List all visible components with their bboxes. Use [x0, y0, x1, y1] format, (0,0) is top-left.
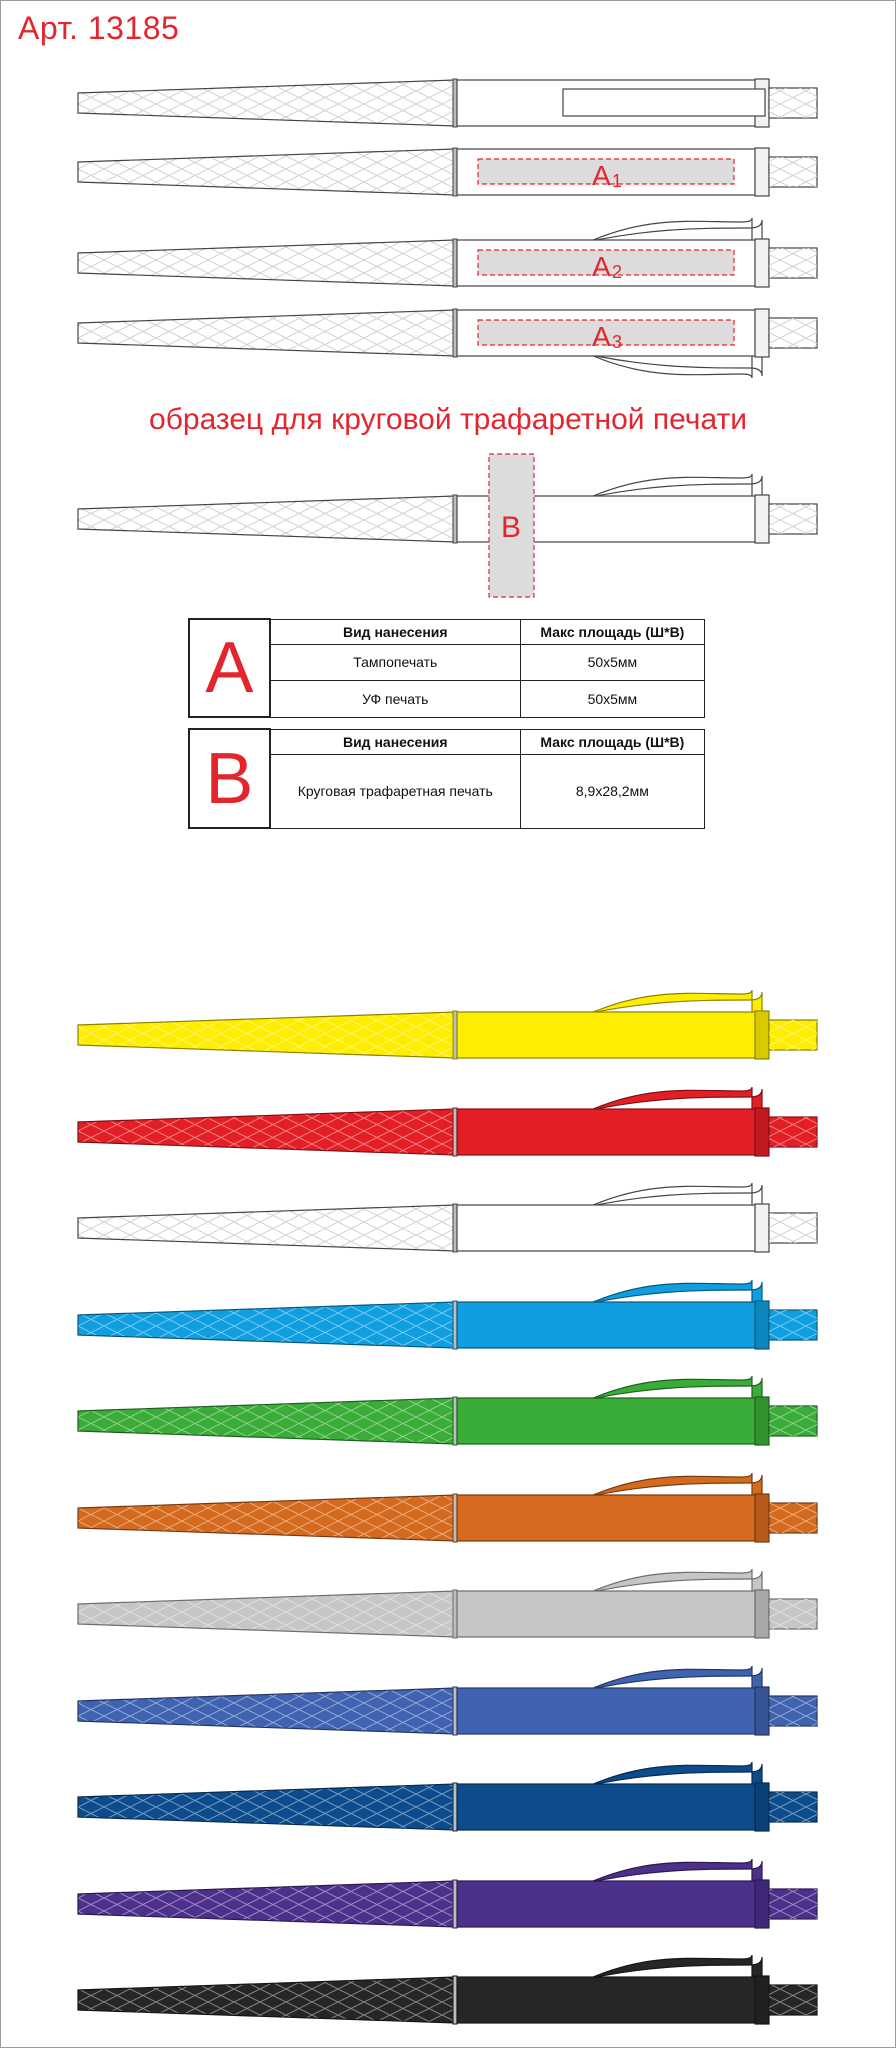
print-area-index: 3 — [612, 332, 623, 352]
pen-plunger-hatch — [769, 1696, 817, 1726]
pen-plunger-hatch — [769, 1406, 817, 1436]
pen-plunger-hatch — [769, 1889, 817, 1919]
pen-plunger-hatch — [769, 248, 817, 278]
pen-barrel — [457, 1881, 757, 1927]
circular-print-label: B — [501, 511, 522, 544]
table-a-method-header: Вид нанесения — [270, 619, 520, 644]
circular-print-caption: образец для круговой трафаретной печати — [149, 403, 747, 436]
pen-variant-dark-blue — [78, 1762, 817, 1831]
pen-plunger-hatch — [769, 1310, 817, 1340]
pen-variant-light-blue — [78, 1280, 817, 1349]
pen-tip-hatch — [78, 1109, 455, 1155]
article-number: Арт. 13185 — [18, 10, 180, 46]
pen-variant-red — [78, 1087, 817, 1156]
pen-clip-base — [755, 1204, 769, 1252]
table-a-method-2: УФ печать — [270, 681, 520, 718]
pen-tip-hatch — [78, 1302, 455, 1348]
print-area-label: A — [592, 160, 611, 191]
pen-plunger-hatch — [769, 1117, 817, 1147]
pen-tip-hatch — [78, 310, 455, 356]
pen-plunger-hatch — [769, 157, 817, 187]
pen-clip-base — [755, 1301, 769, 1349]
pen-clip-base — [755, 1494, 769, 1542]
table-b-method-1: Круговая трафаретная печать — [270, 754, 520, 828]
pen-variant-blue — [78, 1666, 817, 1735]
pen-tip-hatch — [78, 1591, 455, 1637]
pen-tip-hatch — [78, 1688, 455, 1734]
pen-tip-hatch — [78, 1784, 455, 1830]
table-b-letter: B — [189, 729, 270, 828]
pen-variant-yellow — [78, 990, 817, 1059]
pen-tip-hatch — [78, 80, 455, 126]
pen-area-1 — [78, 148, 817, 196]
pen-clip-base — [755, 1397, 769, 1445]
pen-tip-hatch — [78, 496, 455, 542]
pen-barrel — [457, 1495, 757, 1541]
pen-plunger-hatch — [769, 88, 817, 118]
pen-circular — [78, 454, 817, 597]
pen-clip-base — [755, 1590, 769, 1638]
pen-tip-hatch — [78, 1398, 455, 1444]
pen-plunger-hatch — [769, 1213, 817, 1243]
table-a-area-header: Макс площадь (Ш*В) — [520, 619, 704, 644]
table-b-method-header: Вид нанесения — [270, 729, 520, 754]
pen-variant-white — [78, 1183, 817, 1252]
pen-outline — [78, 79, 817, 127]
pen-tip-hatch — [78, 1977, 455, 2023]
pen-tip-hatch — [78, 1205, 455, 1251]
pen-clip-base — [755, 1108, 769, 1156]
pen-plunger-hatch — [769, 318, 817, 348]
pen-variant-orange — [78, 1473, 817, 1542]
print-area-index: 1 — [612, 171, 623, 191]
spec-table-a — [188, 618, 705, 718]
pen-barrel — [457, 1784, 757, 1830]
pen-tip-hatch — [78, 1495, 455, 1541]
pen-clip-base — [755, 1783, 769, 1831]
print-area-label: A — [592, 321, 611, 352]
pen-area-2 — [78, 218, 817, 287]
table-a-area-2: 50x5мм — [520, 681, 704, 718]
pen-clip-base — [755, 495, 769, 543]
pen-tip-hatch — [78, 1881, 455, 1927]
pen-plunger-hatch — [769, 504, 817, 534]
pen-clip-base — [755, 1880, 769, 1928]
pen-barrel — [457, 1109, 757, 1155]
print-area-index: 2 — [612, 262, 623, 282]
pen-clip-base — [755, 239, 769, 287]
table-a-method-1: Тампопечать — [270, 644, 520, 681]
pen-plunger-hatch — [769, 1599, 817, 1629]
pen-variant-purple — [78, 1859, 817, 1928]
pen-clip-base — [755, 148, 769, 196]
pen-barrel — [457, 1688, 757, 1734]
pen-barrel — [457, 1977, 757, 2023]
pen-clip-base — [755, 1687, 769, 1735]
pen-clip-base — [755, 309, 769, 357]
pen-variant-black — [78, 1955, 817, 2024]
pen-tip-hatch — [78, 240, 455, 286]
table-a-area-1: 50x5мм — [520, 644, 704, 681]
pen-clip-base — [755, 1011, 769, 1059]
pen-area-3 — [78, 309, 817, 378]
pen-clip-base — [755, 1976, 769, 2024]
pen-variant-green — [78, 1376, 817, 1445]
print-area-label: A — [592, 251, 611, 282]
pen-plunger-hatch — [769, 1792, 817, 1822]
spec-table-b — [188, 728, 705, 829]
pen-barrel — [457, 1012, 757, 1058]
pen-barrel — [457, 1205, 757, 1251]
table-b-area-1: 8,9x28,2мм — [520, 754, 704, 828]
pen-plunger-hatch — [769, 1985, 817, 2015]
pen-tip-hatch — [78, 1012, 455, 1058]
table-b-area-header: Макс площадь (Ш*В) — [520, 729, 704, 754]
pen-barrel — [457, 1398, 757, 1444]
pen-plunger-hatch — [769, 1503, 817, 1533]
pen-variant-grey — [78, 1569, 817, 1638]
pen-barrel — [457, 1591, 757, 1637]
pen-tip-hatch — [78, 149, 455, 195]
pen-plunger-hatch — [769, 1020, 817, 1050]
table-a-letter: A — [189, 619, 270, 717]
pen-barrel — [457, 1302, 757, 1348]
print-area-outline — [563, 89, 765, 116]
